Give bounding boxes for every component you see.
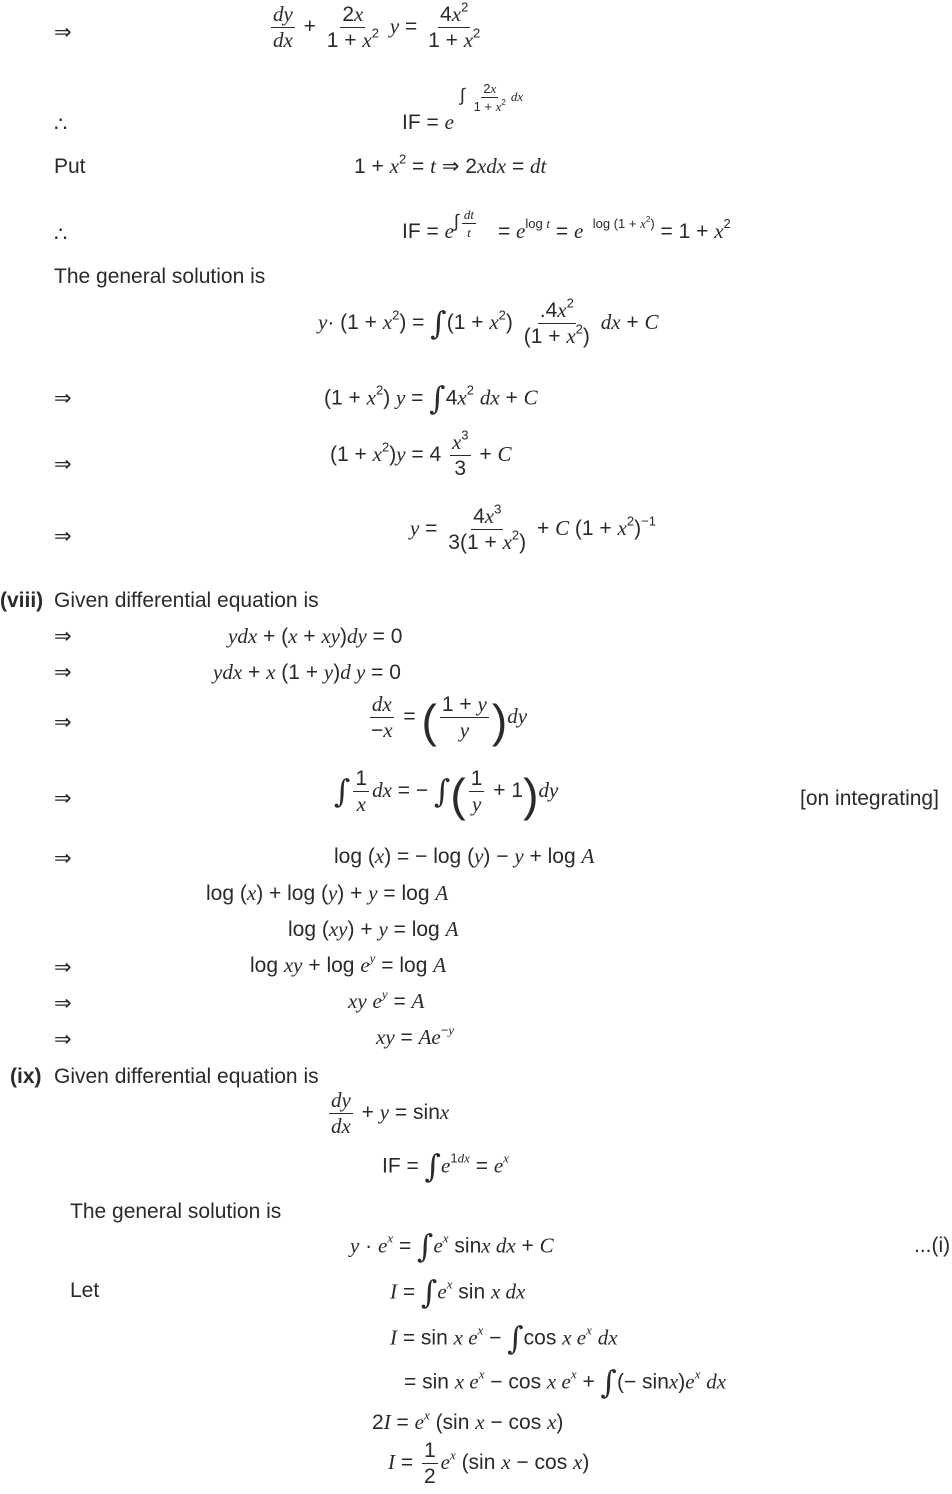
implies-symbol: ⇒ xyxy=(54,786,72,810)
viii-exp-equation: xy $e^y = A$ xyxy=(348,986,425,1013)
implies-symbol: ⇒ xyxy=(54,955,72,979)
viii-equation-1: ydx + (x + xy)dy = 0 xyxy=(228,624,403,648)
let-label: Let xyxy=(70,1279,100,1302)
ix-general-solution-text: The general solution is xyxy=(70,1200,282,1223)
ix-differential-equation: $\frac{dy}{dx}$ + y = sinx xyxy=(331,1088,450,1138)
implies-symbol: ⇒ xyxy=(54,20,72,44)
part-label-ix: (ix) xyxy=(10,1065,42,1088)
ix-final-integral: I = $\frac{1}{2}$ $e^x$ (sin x − cos x) xyxy=(388,1439,590,1488)
viii-final-solution: xy = $Ae^{-y}$ xyxy=(376,1022,455,1049)
viii-integral-equation: ∫ $\frac{1}{x}$ dx = − ∫( $\frac{1}{y}$ + 1)dy xyxy=(334,767,559,821)
ix-by-parts-step-2: = sin x $e^x - \cos x$ $e^x$ + ∫(− $\sin x)e^x$ dx xyxy=(404,1365,727,1401)
equation-reference-i: ...(i) xyxy=(914,1234,951,1257)
therefore-symbol: ∴ xyxy=(54,113,68,136)
ix-two-i-equation: $2I = e^x$ (sin x − cos x) xyxy=(372,1407,564,1434)
implies-symbol: ⇒ xyxy=(54,660,72,684)
general-solution-text: The general solution is xyxy=(54,265,266,288)
final-solution-vii: y = $\frac{4x^3}{3(1 + x^2)}$ + C $(1 + x^2)^{-1}$ xyxy=(410,501,656,554)
ix-general-solution-equation: $y \cdot e^x = \int e^x$ sinx dx + C xyxy=(350,1229,554,1265)
part-ix-intro: Given differential equation is xyxy=(54,1065,319,1088)
viii-log-equation: log (x) = − log (y) − y + log A xyxy=(334,844,595,868)
part-label-viii: (viii) xyxy=(0,589,44,612)
implies-symbol: ⇒ xyxy=(54,1027,72,1051)
implies-symbol: ⇒ xyxy=(54,846,72,870)
viii-separated-equation: $\frac{dx}{-x}$ = ( $\frac{1 + y}{y}$ )dy xyxy=(371,692,528,747)
ix-by-parts-step-1: I = sin x $e^x - \int\cos$ x $e^x$ dx xyxy=(390,1321,618,1357)
implies-symbol: ⇒ xyxy=(54,524,72,548)
equation-linear-form: $\frac{dy}{dx}$ + $\frac{2x}{1 + x^2}$ y = $\frac{4x^2}{1 + x^2}$ xyxy=(273,0,481,52)
implies-symbol: ⇒ xyxy=(54,991,72,1015)
simplified-integral-equation: $(1 + x^2)$ $y = \int 4x^2$ dx + C xyxy=(324,381,538,417)
implies-symbol: ⇒ xyxy=(54,452,72,476)
implies-symbol: ⇒ xyxy=(54,624,72,648)
integrating-factor-result: IF = e ∫ $\frac{dt}{t}$ = $e^{log t} = e$ $^{log (1 + x^2)} = 1 + x^2$ xyxy=(402,206,731,243)
therefore-symbol: ∴ xyxy=(54,223,68,246)
on-integrating-note: [on integrating] xyxy=(800,787,939,810)
implies-symbol: ⇒ xyxy=(54,710,72,734)
put-label: Put xyxy=(54,155,86,178)
integrated-equation: $(1 + x^2)y = 4$ $\frac{x^3}{3}$ + C xyxy=(330,427,512,480)
ix-integral-definition: $I = \int e^x$ sin x dx xyxy=(390,1275,526,1311)
ix-integrating-factor: IF = $\int e^{1dx} = e^x$ xyxy=(382,1149,509,1185)
viii-log-product-equation: log (xy) + y = log A xyxy=(288,917,459,941)
substitution-equation: $1 + x^2 = t$ ⇒ 2xdx = dt xyxy=(354,151,547,178)
general-solution-equation: $y\cdot (1 + x^2) = \int(1 + x^2)$ $\frac{.4x^2}{(1 + x^2)}$ dx + C xyxy=(318,295,659,348)
part-viii-intro: Given differential equation is xyxy=(54,589,319,612)
viii-log-sum-equation: log (x) + log (y) + y = log A xyxy=(206,881,449,905)
implies-symbol: ⇒ xyxy=(54,386,72,410)
viii-equation-2: ydx + x (1 + y)d y = 0 xyxy=(213,660,401,684)
viii-log-exp-equation: log xy + $\log e^y = \log A$ xyxy=(250,950,447,977)
integrating-factor-expression: IF = e ∫ $\frac{2x}{1 + x^2}$ dx xyxy=(402,81,524,134)
